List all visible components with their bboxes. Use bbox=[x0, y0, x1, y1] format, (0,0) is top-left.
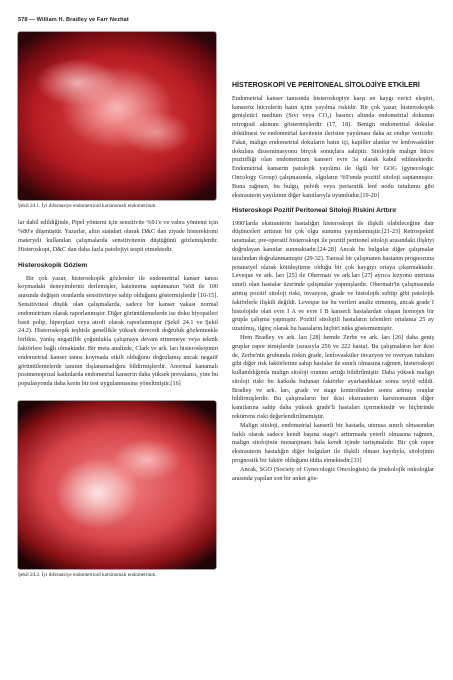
figure-2-image bbox=[18, 401, 216, 569]
figure-2-caption: Şekil 24.2. İyi diferansiye endometrioid karsinomalı endometrium. bbox=[18, 572, 157, 579]
left-paragraph-2: Bir çok yazar, histeroskopik gözlemler ile endometrial kanser tanısı koymadaki deneyimlerini derlemişler, katsinoma saptamanın %68 ile 100 arasında değişen oranlarda sensitiviteye sahip olduğunu göstermişlerdir [10-15]. Sensitivitesi düşük olan çalışmalarda, sadece bir kanser vakası normal endometrium olarak raporlanmıştır. Diğer görüntülemelerde ise doku biyopsileri basit polip, hiperplazi veya atrofi olarak raporlanmıştır (Şekil 24.1 ve Şekil 24.2). Histeroskopik teşhisle genellikle yüksek derecedi doğruluk gözlenmekle birlikte, yanlış negatiflik çoğunlukla çalışmaya devam etmemeye veya teknik faktörlere bağlı olmaktadır. Bir meta analizde, Clark ve ark. ları histeroskopinin endometrial kanser tanısı koymada etkili olduğunu doğrulamış ancak negatif görüntülemelerde tanının dışlanamadığını bildirmişlerdir. Anormal kanamalı postmenopozal kadınlarda endometrial kanserin daha yüksek prevalansı, yine bu populasyonda daha kesin bir test uygulanmasına yöneltmiştir.[16] bbox=[18, 274, 218, 388]
left-column bbox=[18, 32, 218, 578]
section-heading-pozitif-sitoloji: Histeroskopi Pozitif Peritoneal Sitoloji Riskini Arttırır bbox=[232, 207, 397, 215]
right-paragraph-4: Malign sitoloji, endometrial kanserli bir hastada, uterusa sınırlı olmasından farklı olarak sadece kendi başına stage'i arttırmada yeterli olmasına rağmen, malign sitolojinin menanjmanı hala kendi içinde tartışmalıdır. Bir çok rapor ekstrauterin hastalığın diğer bulguları ile ilişkili olması kaydıyla, sitolojinin prognostik bir faktör olduğunu iddia etmektedir.[33] bbox=[232, 421, 434, 465]
right-paragraph-2: 1990'larda ekstrauterin hastalığın histeroskopi ile ilişkili olabileceğine dair düşünceleri arttıran bir çok olgu sunumu yayınlanmıştır.[21-23] Retrospektif taramalar, pre-operatif histeroskopi ile pozitif peritonel sitoloji arasındaki ilişkiyi doğrulayan kanıtlar sunmaktadır.[24-28] Ancak bu bulgular diğer çalışmalar tarafından doğrulanmamıştır (29-32). Tanısal bir çalışmanın hastanın prognozuna potansiyel olarak kötüleştirme olduğu bir çok kaygıyı ortaya çıkarmaktadır. Leveque ve ark. ları [25] ile Obermair ve ark.ları [27] ayrıca lezyonu uterusta sınırlı olan hastalar üzerinde çalışmalar yapmışlardır. Obermair'in çalışmasında artmış pozitif sitoloji riski, invazyon, grade ve histolojik subtip gibi patolojik faktörlerle ilişkili değildi. Leveque ise bu verileri analiz etmemiş, ancak grade I histolojide olan evre I A ve evre I B kanserli hastalardan oluşan homojen bir grupla çalışma yapmıştır. Pozitif sitolojili hastaların izlemleri ortalama 25 ay uzatılmış, ilginç olarak bu hastaların hiçbiri nüks göstermemiştir. bbox=[232, 219, 434, 333]
section-heading-histeroskopik-gozlem: Histeroskopik Gözlem bbox=[18, 262, 88, 270]
section-heading-histeroskopi-peritoneal: HİSTEROSKOPİ VE PERİTONEAL SİTOLOJİYE ETKİLERİ bbox=[232, 82, 420, 89]
running-head: 578 — William H. Bradley ve Farr Nezhat bbox=[18, 17, 129, 23]
left-paragraph-1: lar dahil edildiğinde, Pipel yöntemi için sensitivite %91'e ve vabra yöntemi için %80'e düşmüştür. Yazarlar, altın standart olarak D&C dan ziyade histerektomi materyeli kullanılan çalışmalarda sensitivitenin düştüğünü gözlemişlerdir. Histeroskopi, D&C dan daha fazla patolojiyi tespit etmektedir. bbox=[18, 219, 218, 253]
right-column bbox=[232, 82, 434, 483]
figure-1-caption: Şekil 24.1. İyi diferansiye endometrioid karsinomalı endometrium. bbox=[18, 203, 157, 209]
right-paragraph-5: Ancak, SGO (Society of Gynecologic Oncologists) da jinekolojik onkologlar arasında yapılan son bir anket gös- bbox=[232, 465, 434, 482]
figure-1-image bbox=[18, 32, 216, 200]
right-paragraph-3: Hem Bradley ve ark. ları [28] hemde Zerbe ve ark. ları [26] daha geniş gruplar rapor etmişlerdir (sırasıyla 256 ve 222 hasta). Bu çalışmaların her ikisi de, Zerbe'nin grubunda riskin grade, lenfovasküler invazyon ve overyan tutulum gibi diğer risk faktörlerine sahip hastalar ile sınırlı olmasına rağmen, histeroskopi kullanıldığında malign sitoloji oranını arttığı bildirilmiştir. Daha yüksek malign sitoloji riski bu katkıda bulunan faktörler ayarlandıktan sonra teyid edildi. Bradley ve ark. ları, grade ve stage kontrolünden sonra artmış oranlar bildirmişlerdir. Bu çalışmaların her ikisi ekstrauterin karsinomanın diğer kanıtlarına sahip daha yüksek grade'li hastaları içermektedir ve hiçbirinde rekürrens riski değerlendirilmemiştir. bbox=[232, 333, 434, 421]
right-paragraph-1: Endometrial kanser tanısında histeroskopiye karşı en kaygı verici eleştiri, kanseröz hücrelerin batın içine yayılma riskidir. Bir çok yazar, histeroskopik genişletici medium (Sıvı veya CO₂) basıncı altında endometrial dokunun retrograd akımını göstermişlerdir (17, 18). Benign endometrial dokular dökülmesi ve endometrial kavitenin ilerisine yayılması daha az endişe vericidir. Fakat, malign endometrial dokuların batın içi, kapiller alanlar ve lenfovasküler dokulara disseminasyonu birçok sonuçlara sahiptir. Sitolojide malign hücre pozitifliği olan endometrium kanseri evre 3a olarak kabul edilmektedir. Endometrial kanserin patolojik yayılımı ile ilgili bir GOG (gynecologic Oncology Group) çalışmasında, olguların %9'unda pozitif sitoloji saptanmıştır. Buna rağmen, bu bulgu, pelvik veya periaortik lenf nodu tutulumu gibi ekstrauterin yayılımın diğer kanıtlarıyla uyumludur.[19-20] bbox=[232, 94, 434, 199]
